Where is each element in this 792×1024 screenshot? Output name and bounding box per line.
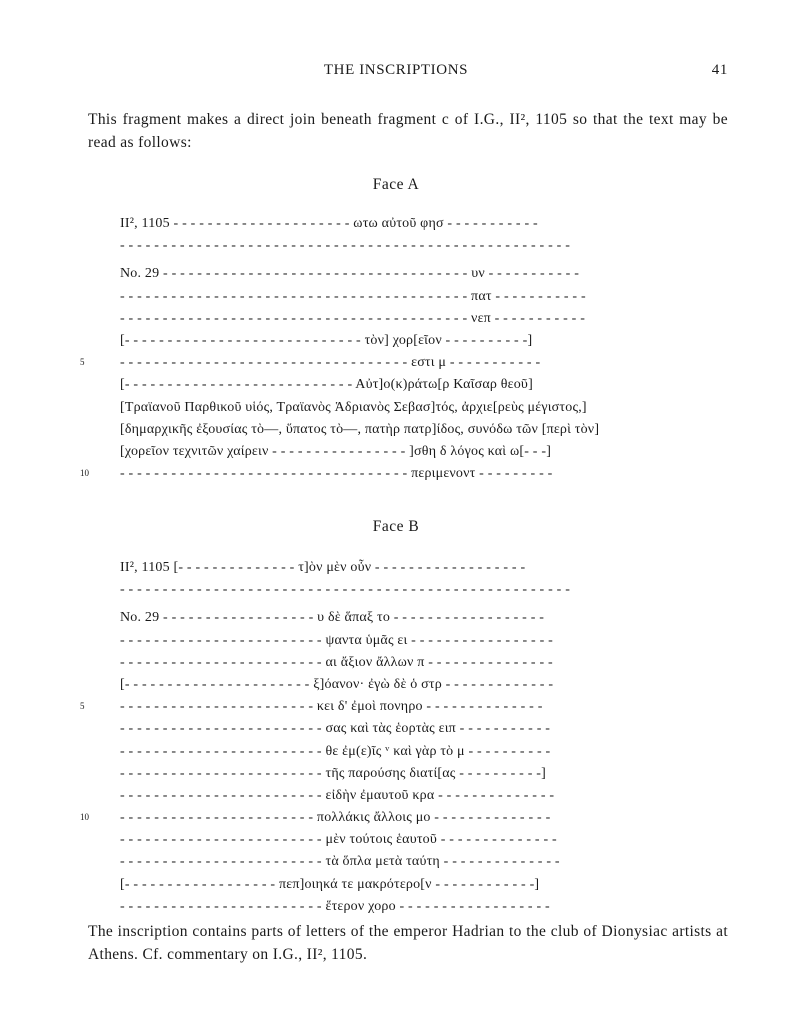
inscription-line xyxy=(80,744,720,766)
inscription-line xyxy=(80,422,720,444)
line-text: - - - - - - - - - - - - - - - - - - - - - - - κει δ' ἐμοὶ πονηρο - - - - - - - - - - - - - - xyxy=(120,699,543,715)
inscription-line xyxy=(80,677,720,699)
line-text: - - - - - - - - - - - - - - - - - - - - - - - - ἕτερον χορο - - - - - - - - - - - - - - - - - - xyxy=(120,898,550,914)
line-text: No. 29 - - - - - - - - - - - - - - - - - - υ δὲ ἅπαξ το - - - - - - - - - - - - - - - - - - xyxy=(120,610,545,626)
line-text: [δημαρχικῆς ἐξουσίας τὸ—, ὕπατος τὸ—, πατὴρ πατρ]ίδος, συνόδω τῶν [περὶ τὸν] xyxy=(120,421,600,437)
line-text: [- - - - - - - - - - - - - - - - - - - - - - ξ]όανον· ἐγὼ δὲ ὁ στρ - - - - - - - - - - - - - xyxy=(120,676,554,692)
inscription-line xyxy=(80,633,720,655)
line-text: - - - - - - - - - - - - - - - - - - - - - - - - - - - - - - - - - - - - - - - - - - - - - - - - - - - - - xyxy=(120,582,571,598)
line-text: - - - - - - - - - - - - - - - - - - - - - - - - - - - - - - - - - - εστι μ - - - - - - - - - - - xyxy=(120,355,541,371)
inscription-line xyxy=(80,238,720,260)
line-number: 10 xyxy=(80,812,89,823)
line-number: 5 xyxy=(80,357,85,368)
page-number: 41 xyxy=(711,62,728,78)
inscription-line xyxy=(80,560,720,582)
inscription-line xyxy=(80,721,720,743)
inscription-line xyxy=(80,355,720,377)
inscription-line xyxy=(80,311,720,333)
line-text: [Τραϊανοῦ Παρθικοῦ υἱός, Τραϊανὸς Ἁδριανὸς Σεβασ]τός, ἀρχιε[ρεὺς μέγιστος,] xyxy=(120,399,587,415)
intro-paragraph: This fragment makes a direct join beneath fragment c of I.G., II², 1105 so that the text may be read as follows: xyxy=(88,111,728,151)
inscription-line xyxy=(80,877,720,899)
line-text: - - - - - - - - - - - - - - - - - - - - - - - - θε ἐμ(ε)ῖς ᵛ καὶ γὰρ τὸ μ - - - - - - - - - - xyxy=(120,743,551,759)
line-text: - - - - - - - - - - - - - - - - - - - - - - - - - - - - - - - - - - - - - - - - - - - - - - - - - - - - - xyxy=(120,238,571,254)
line-text: [- - - - - - - - - - - - - - - - - - πεπ]οιηκά τε μακρότερο[ν - - - - - - - - - - - -] xyxy=(120,876,540,892)
line-text: - - - - - - - - - - - - - - - - - - - - - - - πολλάκις ἄλλοις μο - - - - - - - - - - - - - - xyxy=(120,810,551,826)
line-text: - - - - - - - - - - - - - - - - - - - - - - - - ψαντα ὑμᾶς ει - - - - - - - - - - - - - - - - - xyxy=(120,632,553,648)
inscription-line xyxy=(80,854,720,876)
inscription-line xyxy=(80,289,720,311)
inscription-line xyxy=(80,400,720,422)
inscription-line xyxy=(80,266,720,288)
inscription-line xyxy=(80,788,720,810)
inscription-line xyxy=(80,832,720,854)
line-text: - - - - - - - - - - - - - - - - - - - - - - - - αι ἄξιον ἄλλων π - - - - - - - - - - - - - - - xyxy=(120,654,553,670)
inscription-line xyxy=(80,655,720,677)
inscription-line xyxy=(80,766,720,788)
inscription-line xyxy=(80,582,720,604)
running-title: THE INSCRIPTIONS xyxy=(323,62,469,78)
line-number: 10 xyxy=(80,468,89,479)
line-text: - - - - - - - - - - - - - - - - - - - - - - - - - - - - - - - - - - - - - - - - - πατ - - - - - - - - - - - xyxy=(120,288,586,304)
inscription-line xyxy=(80,899,720,921)
line-text: [- - - - - - - - - - - - - - - - - - - - - - - - - - - - τὸν] χορ[εῖον - - - - - - - - - -] xyxy=(120,332,533,348)
inscription-line xyxy=(80,810,720,832)
line-text: - - - - - - - - - - - - - - - - - - - - - - - - μὲν τούτοις ἑαυτοῦ - - - - - - - - - - - - - - xyxy=(120,832,557,848)
inscription-line xyxy=(80,466,720,488)
face-b-inscription xyxy=(80,560,720,921)
inscription-line xyxy=(80,333,720,355)
face-a-inscription xyxy=(80,216,720,488)
inscription-line xyxy=(80,377,720,399)
line-text: - - - - - - - - - - - - - - - - - - - - - - - - εἰδὴν ἐμαυτοῦ κρα - - - - - - - - - - - - - - xyxy=(120,787,555,803)
line-text: II², 1105 [- - - - - - - - - - - - - - τ]ὸν μὲν οὖν - - - - - - - - - - - - - - - - - - xyxy=(120,560,526,575)
inscription-line xyxy=(80,610,720,632)
face-b-heading: Face B xyxy=(372,518,420,535)
line-text: - - - - - - - - - - - - - - - - - - - - - - - - σας καὶ τὰς ἑορτὰς ειπ - - - - - - - - - - - xyxy=(120,721,551,737)
closing-paragraph: The inscription contains parts of letters of the emperor Hadrian to the club of Dionysiac artists at Athens. Cf. commentary on I.G., II², 1105. xyxy=(88,923,728,963)
line-text: II², 1105 - - - - - - - - - - - - - - - - - - - - - ωτω αὐτοῦ φησ - - - - - - - - - - - xyxy=(120,216,538,231)
line-text: - - - - - - - - - - - - - - - - - - - - - - - - τῆς παρούσης διατί[ας - - - - - - - - - -] xyxy=(120,765,547,781)
line-text: No. 29 - - - - - - - - - - - - - - - - - - - - - - - - - - - - - - - - - - - - υν - - - - - - - - - - - xyxy=(120,266,580,282)
line-text: - - - - - - - - - - - - - - - - - - - - - - - - - - - - - - - - - - περιμενοντ - - - - - - - - - xyxy=(120,466,553,482)
inscription-line xyxy=(80,216,720,238)
line-text: [χορεῖον τεχνιτῶν χαίρειν - - - - - - - - - - - - - - - - ]σθη δ λόγος καὶ ω[- - -] xyxy=(120,443,552,459)
line-text: - - - - - - - - - - - - - - - - - - - - - - - - τὰ ὅπλα μετὰ ταύτη - - - - - - - - - - - - - - xyxy=(120,854,560,870)
line-text: - - - - - - - - - - - - - - - - - - - - - - - - - - - - - - - - - - - - - - - - - νεπ - - - - - - - - - - - xyxy=(120,310,586,326)
line-text: [- - - - - - - - - - - - - - - - - - - - - - - - - - - Αὐτ]ο(κ)ράτω[ρ Καῖσαρ θεοῦ] xyxy=(120,377,533,393)
running-header xyxy=(0,62,792,84)
inscription-line xyxy=(80,699,720,721)
face-a-heading: Face A xyxy=(372,176,420,193)
line-number: 5 xyxy=(80,701,85,712)
inscription-line xyxy=(80,444,720,466)
